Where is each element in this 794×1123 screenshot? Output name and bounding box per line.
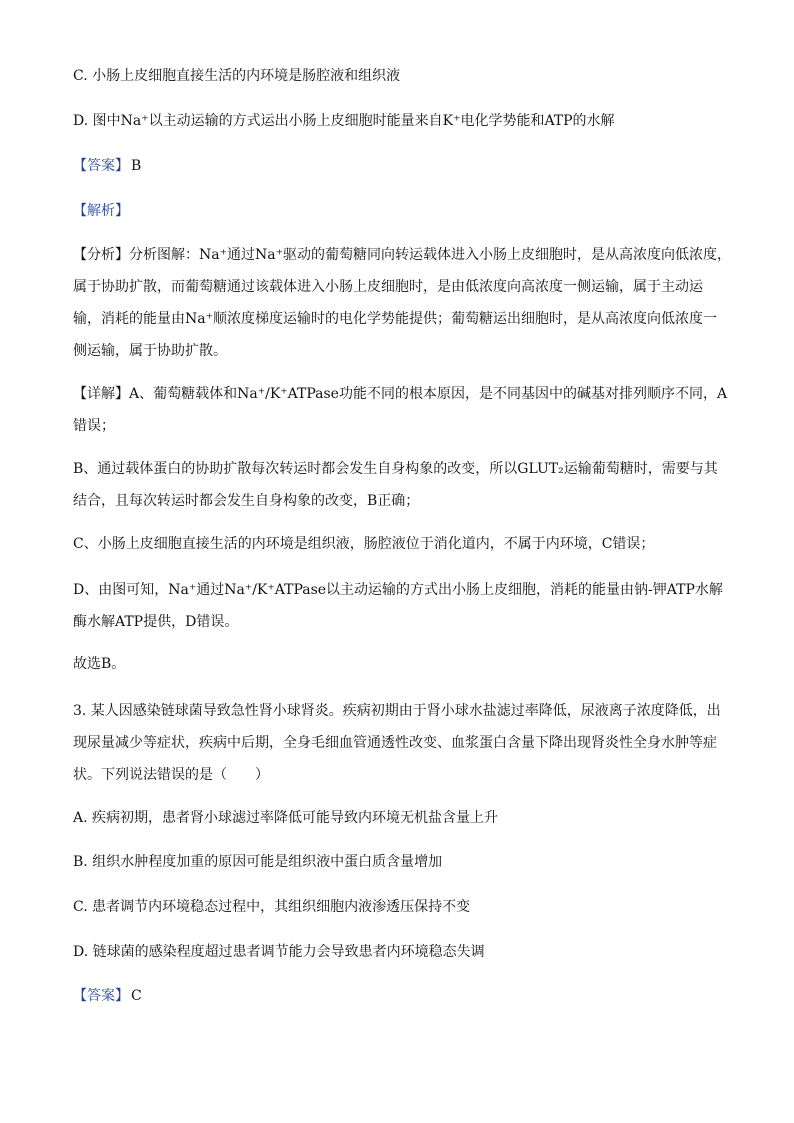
q3-option-a: A. 疾病初期，患者肾小球滤过率降低可能导致内环境无机盐含量上升 bbox=[73, 810, 499, 826]
answer-value: C bbox=[131, 988, 142, 1004]
answer-tag: 【答案】 bbox=[73, 988, 129, 1004]
q2-option-c: C. 小肠上皮细胞直接生活的内环境是肠腔液和组织液 bbox=[73, 68, 401, 84]
answer-value: B bbox=[131, 158, 142, 174]
q3-stem-line: 现尿量减少等症状，疾病中后期，全身毛细血管通透性改变、血浆蛋白含量下降出现肾炎性全身水肿等症 bbox=[73, 735, 717, 751]
q2-d-detail-line: 酶水解ATP提供，D错误。 bbox=[73, 614, 239, 630]
q2-fenxi-line: 属于协助扩散，而葡萄糖通过该载体进入小肠上皮细胞时，是由低浓度向高浓度一侧运输，属于主动运 bbox=[73, 279, 703, 295]
answer-tag: 【答案】 bbox=[73, 158, 129, 174]
q2-option-d: D. 图中Na⁺以主动运输的方式运出小肠上皮细胞时能量来自K⁺电化学势能和ATP的水解 bbox=[73, 113, 615, 129]
q2-c-detail: C、小肠上皮细胞直接生活的内环境是组织液，肠腔液位于消化道内，不属于内环境，C错误； bbox=[73, 536, 655, 552]
q3-stem-line: 3. 某人因感染链球菌导致急性肾小球肾炎。疾病初期由于肾小球水盐滤过率降低，尿液离子浓度降低，出 bbox=[73, 703, 721, 719]
q2-fenxi-line: 【分析】分析图解：Na⁺通过Na⁺驱动的葡萄糖同向转运载体进入小肠上皮细胞时，是从高浓度向低浓度， bbox=[73, 247, 731, 263]
q2-d-detail-line: D、由图可知，Na⁺通过Na⁺/K⁺ATPase以主动运输的方式出小肠上皮细胞，消耗的能量由钠-钾ATP水解 bbox=[73, 582, 723, 598]
q2-b-detail-line: B、通过载体蛋白的协助扩散每次转运时都会发生自身构象的改变，所以GLUT₂运输葡萄糖时，需要与其 bbox=[73, 461, 718, 477]
q2-analysis-heading bbox=[73, 201, 723, 221]
q2-xiangjie-line: 错误； bbox=[73, 418, 115, 434]
analysis-tag: 【解析】 bbox=[73, 203, 129, 219]
q3-option-c: C. 患者调节内环境稳态过程中，其组织细胞内液渗透压保持不变 bbox=[73, 899, 471, 915]
q3-option-d: D. 链球菌的感染程度超过患者调节能力会导致患者内环境稳态失调 bbox=[73, 944, 485, 960]
q3-answer bbox=[73, 986, 723, 1006]
q2-b-detail-line: 结合，且每次转运时都会发生自身构象的改变，B正确； bbox=[73, 493, 420, 509]
q3-option-b: B. 组织水肿程度加重的原因可能是组织液中蛋白质含量增加 bbox=[73, 854, 443, 870]
q2-conclusion: 故选B。 bbox=[73, 656, 126, 672]
q2-xiangjie-line: 【详解】A、葡萄糖载体和Na⁺/K⁺ATPase功能不同的根本原因，是不同基因中的碱基对排列顺序不同，A bbox=[73, 386, 728, 402]
q2-fenxi-line: 侧运输，属于协助扩散。 bbox=[73, 343, 227, 359]
q2-fenxi-line: 输，消耗的能量由Na⁺顺浓度梯度运输时的电化学势能提供；葡萄糖运出细胞时，是从高浓度向低浓度一 bbox=[73, 311, 717, 327]
q3-stem-line: 状。下列说法错误的是（ ） bbox=[73, 767, 269, 783]
q2-answer bbox=[73, 156, 723, 176]
